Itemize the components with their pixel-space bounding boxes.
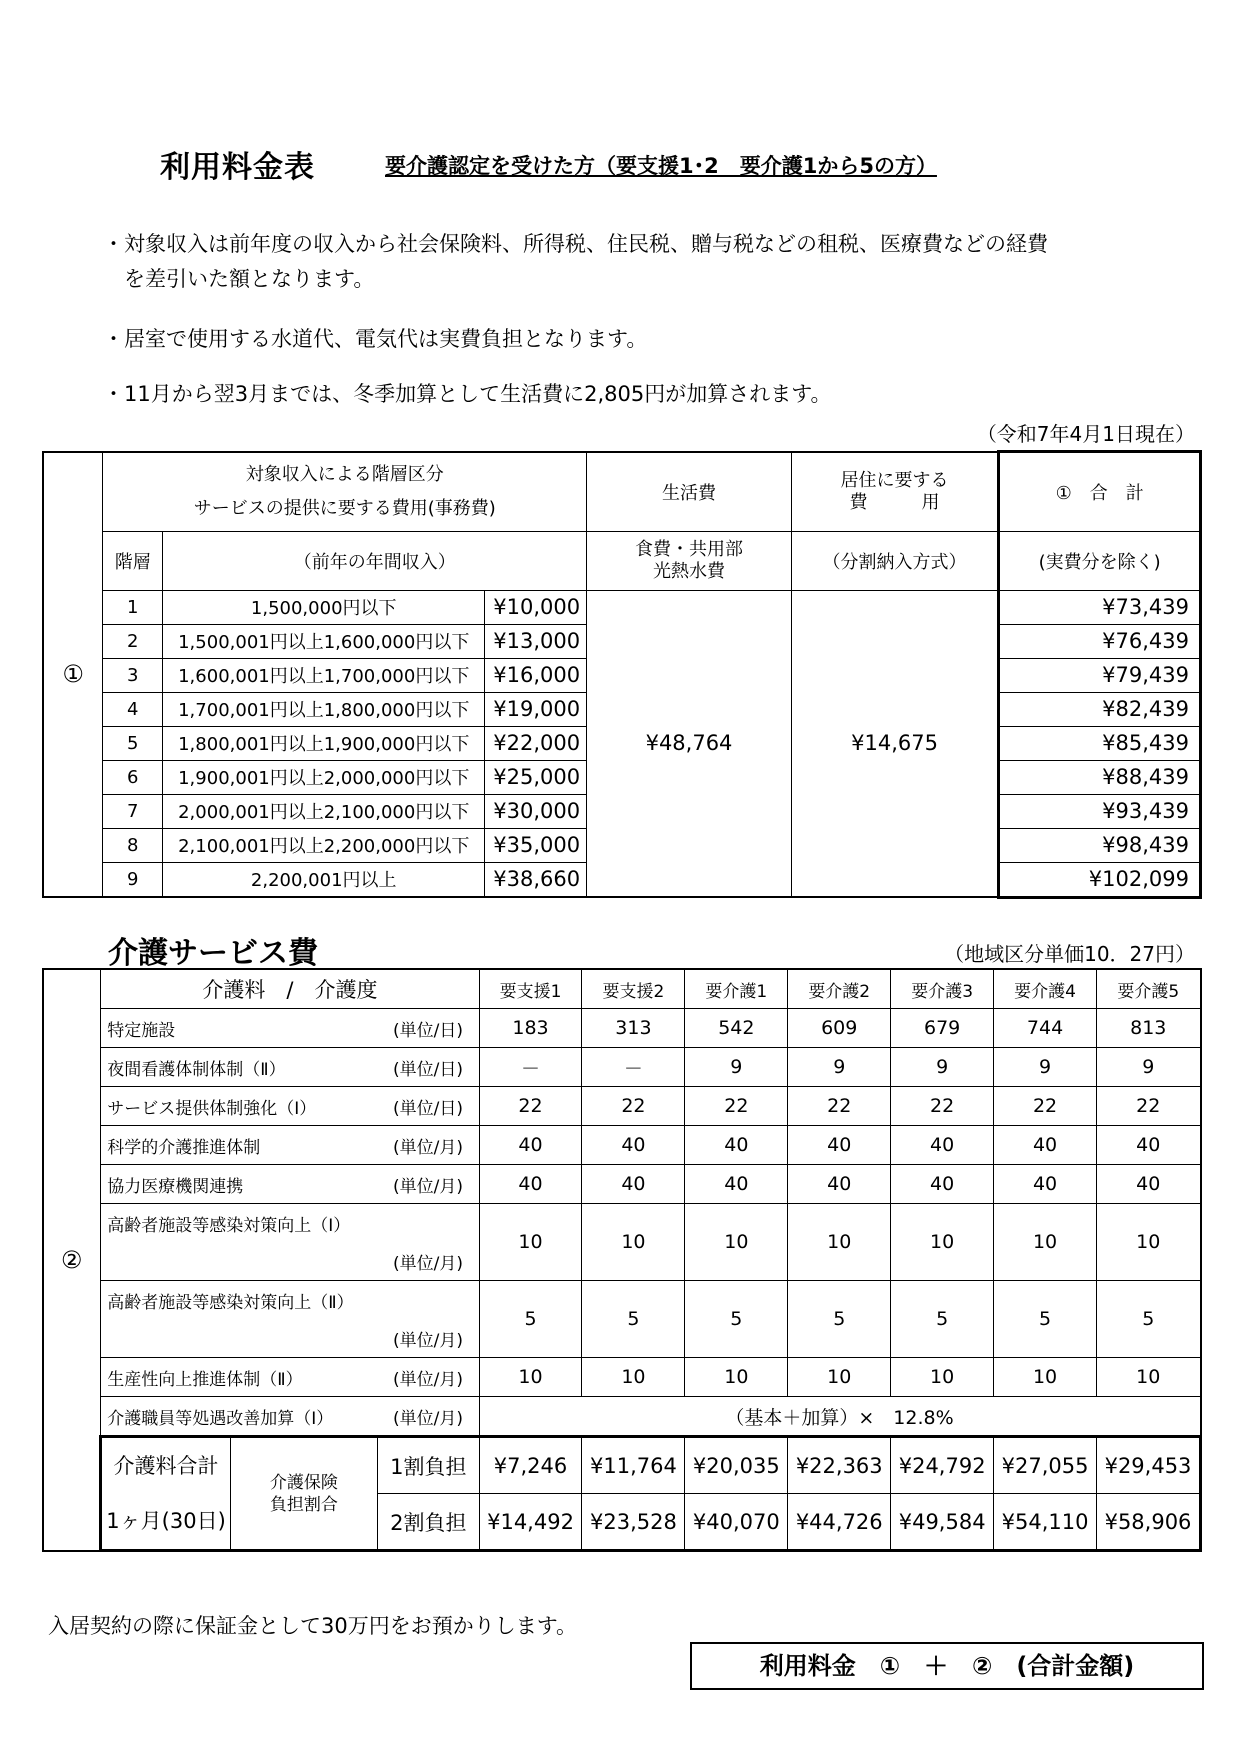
- value-cell: 40: [994, 1165, 1097, 1204]
- tier-cell: 7: [103, 794, 163, 828]
- value-cell: 10: [685, 1358, 788, 1397]
- total-cell: ¥76,439: [999, 624, 1201, 658]
- table-row: [43, 1126, 1201, 1165]
- level-header: 要支援2: [582, 969, 685, 1009]
- table-row: [43, 1087, 1201, 1126]
- item-name: 高齢者施設等感染対策向上（Ⅰ）: [101, 1204, 479, 1243]
- value-cell: 813: [1097, 1009, 1201, 1048]
- value-cell: 10: [788, 1204, 891, 1281]
- tier-cell: 2: [103, 624, 163, 658]
- care-total-label-line1: 介護料合計: [113, 1453, 219, 1478]
- value-cell: －: [582, 1048, 685, 1087]
- total-cell: ¥29,453: [1097, 1437, 1201, 1494]
- spacer-cell: [101, 1319, 378, 1358]
- note-2: ・居室で使用する水道代、電気代は実費負担となります。: [103, 327, 648, 351]
- deposit-note: 入居契約の際に保証金として30万円をお預かりします。: [48, 1614, 578, 1638]
- total-cell: ¥22,363: [788, 1437, 891, 1494]
- income-cell: 1,800,001円以上1,900,000円以下: [163, 726, 485, 760]
- value-cell: 40: [582, 1126, 685, 1165]
- section-2-title: 介護サービス費: [108, 936, 318, 971]
- fee-cell: ¥16,000: [485, 658, 587, 692]
- value-cell: 10: [994, 1358, 1097, 1397]
- level-header: 要介護1: [685, 969, 788, 1009]
- value-cell: 5: [582, 1281, 685, 1358]
- table-row: [43, 1204, 1201, 1243]
- fee-table: [42, 450, 1202, 899]
- value-cell: 10: [479, 1358, 582, 1397]
- tier-cell: 9: [103, 862, 163, 897]
- improvement-formula: （基本＋加算）× 12.8%: [479, 1397, 1200, 1437]
- value-cell: 10: [994, 1204, 1097, 1281]
- total-cell: ¥82,439: [999, 692, 1201, 726]
- level-header: 要介護3: [891, 969, 994, 1009]
- income-cell: 2,200,001円以上: [163, 862, 485, 897]
- page-title: 利用料金表: [160, 150, 315, 185]
- item-name: 生産性向上推進体制（Ⅱ）: [101, 1358, 378, 1397]
- value-cell: 10: [1097, 1358, 1201, 1397]
- item-unit: (単位/月): [378, 1126, 480, 1165]
- income-cell: 1,600,001円以上1,700,000円以下: [163, 658, 485, 692]
- header-living-sub-line1: 食費・共用部: [635, 538, 743, 560]
- header-income-category-line1: 対象収入による階層区分: [245, 463, 444, 485]
- value-cell: －: [479, 1048, 582, 1087]
- value-cell: 9: [685, 1048, 788, 1087]
- header-housing-line1: 居住に要する: [840, 469, 949, 491]
- value-cell: 40: [479, 1126, 582, 1165]
- table-row: [43, 1165, 1201, 1204]
- item-name: 高齢者施設等感染対策向上（Ⅱ）: [101, 1281, 479, 1320]
- fee-cell: ¥10,000: [485, 590, 587, 624]
- regional-unit-price: （地域区分単価10．27円）: [944, 942, 1195, 966]
- value-cell: 5: [788, 1281, 891, 1358]
- level-header: 要介護5: [1097, 969, 1201, 1009]
- care-service-table: [42, 968, 1202, 1552]
- value-cell: 5: [1097, 1281, 1201, 1358]
- burden-2-label: 2割負担: [378, 1494, 480, 1551]
- value-cell: 5: [891, 1281, 994, 1358]
- value-cell: 9: [994, 1048, 1097, 1087]
- value-cell: 10: [685, 1204, 788, 1281]
- value-cell: 22: [891, 1087, 994, 1126]
- item-unit: (単位/日): [378, 1009, 480, 1048]
- income-cell: 1,500,001円以上1,600,000円以下: [163, 624, 485, 658]
- header-housing-sub: （分割納入方式）: [791, 531, 999, 590]
- income-cell: 1,500,000円以下: [163, 590, 485, 624]
- value-cell: 10: [479, 1204, 582, 1281]
- section-1-mark: ①: [43, 452, 103, 898]
- value-cell: 40: [685, 1165, 788, 1204]
- value-cell: 22: [479, 1087, 582, 1126]
- total-cell: ¥27,055: [994, 1437, 1097, 1494]
- fee-cell: ¥25,000: [485, 760, 587, 794]
- value-cell: 40: [891, 1126, 994, 1165]
- table-row: [43, 1281, 1201, 1320]
- value-cell: 542: [685, 1009, 788, 1048]
- item-unit: (単位/月): [378, 1358, 480, 1397]
- care-total-label: [101, 1437, 230, 1551]
- burden-1-label: 1割負担: [378, 1437, 480, 1494]
- total-cell: ¥88,439: [999, 760, 1201, 794]
- total-cell: ¥93,439: [999, 794, 1201, 828]
- income-cell: 2,100,001円以上2,200,000円以下: [163, 828, 485, 862]
- header-housing-cost: [791, 452, 999, 532]
- fee-cell: ¥22,000: [485, 726, 587, 760]
- value-cell: 10: [582, 1204, 685, 1281]
- tier-cell: 4: [103, 692, 163, 726]
- total-cell: ¥24,792: [891, 1437, 994, 1494]
- tier-cell: 8: [103, 828, 163, 862]
- value-cell: 22: [788, 1087, 891, 1126]
- total-cell: ¥102,099: [999, 862, 1201, 897]
- total-cell: ¥58,906: [1097, 1494, 1201, 1551]
- item-name: 科学的介護推進体制: [101, 1126, 378, 1165]
- total-cell: ¥98,439: [999, 828, 1201, 862]
- value-cell: 40: [685, 1126, 788, 1165]
- fee-cell: ¥13,000: [485, 624, 587, 658]
- section-2-mark: ②: [43, 969, 101, 1551]
- item-unit: (単位/月): [378, 1242, 480, 1281]
- header-total: ① 合 計: [999, 452, 1201, 532]
- total-cell: ¥85,439: [999, 726, 1201, 760]
- header-annual-income: （前年の年間収入）: [163, 531, 587, 590]
- value-cell: 40: [582, 1165, 685, 1204]
- value-cell: 40: [1097, 1165, 1201, 1204]
- value-cell: 40: [479, 1165, 582, 1204]
- care-total-label-line2: 1ヶ月(30日): [106, 1508, 226, 1533]
- item-unit: (単位/日): [378, 1087, 480, 1126]
- total-cell: ¥23,528: [582, 1494, 685, 1551]
- item-name: サービス提供体制強化（Ⅰ）: [101, 1087, 378, 1126]
- total-cell: ¥79,439: [999, 658, 1201, 692]
- level-header: 要介護2: [788, 969, 891, 1009]
- note-1-cont: を差引いた額となります。: [103, 267, 375, 291]
- total-cell: ¥11,764: [582, 1437, 685, 1494]
- total-cell: ¥44,726: [788, 1494, 891, 1551]
- burden-ratio-line2: 負担割合: [269, 1494, 338, 1515]
- value-cell: 22: [582, 1087, 685, 1126]
- total-cell: ¥54,110: [994, 1494, 1097, 1551]
- value-cell: 9: [1097, 1048, 1201, 1087]
- header-housing-line2: 費 用: [849, 491, 940, 513]
- total-cell: ¥40,070: [685, 1494, 788, 1551]
- living-cost-value: ¥48,764: [587, 590, 792, 897]
- note-1: ・対象収入は前年度の収入から社会保険料、所得税、住民税、贈与税などの租税、医療費などの経費: [103, 232, 1048, 256]
- value-cell: 40: [994, 1126, 1097, 1165]
- tier-cell: 6: [103, 760, 163, 794]
- table-row: [43, 590, 1201, 624]
- tier-cell: 1: [103, 590, 163, 624]
- total-cell: ¥7,246: [479, 1437, 582, 1494]
- tier-cell: 3: [103, 658, 163, 692]
- value-cell: 22: [1097, 1087, 1201, 1126]
- value-cell: 10: [891, 1358, 994, 1397]
- value-cell: 9: [788, 1048, 891, 1087]
- total-cell: ¥14,492: [479, 1494, 582, 1551]
- value-cell: 609: [788, 1009, 891, 1048]
- item-unit: (単位/月): [378, 1397, 480, 1437]
- value-cell: 10: [1097, 1204, 1201, 1281]
- value-cell: 40: [788, 1126, 891, 1165]
- value-cell: 313: [582, 1009, 685, 1048]
- value-cell: 183: [479, 1009, 582, 1048]
- value-cell: 5: [994, 1281, 1097, 1358]
- value-cell: 10: [891, 1204, 994, 1281]
- level-header: 要介護4: [994, 969, 1097, 1009]
- value-cell: 10: [582, 1358, 685, 1397]
- item-name: 協力医療機関連携: [101, 1165, 378, 1204]
- item-name: 特定施設: [101, 1009, 378, 1048]
- total-formula-box: 利用料金 ① ＋ ② (合計金額): [690, 1642, 1204, 1690]
- value-cell: 40: [1097, 1126, 1201, 1165]
- income-cell: 1,900,001円以上2,000,000円以下: [163, 760, 485, 794]
- page-subtitle: 要介護認定を受けた方（要支援1･2 要介護1から5の方）: [385, 154, 937, 178]
- value-cell: 679: [891, 1009, 994, 1048]
- header-living-sub: [587, 531, 792, 590]
- table-row: [43, 1397, 1201, 1437]
- table-row: [43, 1358, 1201, 1397]
- income-cell: 1,700,001円以上1,800,000円以下: [163, 692, 485, 726]
- burden-ratio-line1: 介護保険: [269, 1472, 338, 1493]
- header-income-category: [103, 452, 587, 532]
- value-cell: 10: [788, 1358, 891, 1397]
- item-unit: (単位/月): [378, 1319, 480, 1358]
- header-total-sub: (実費分を除く): [999, 531, 1201, 590]
- fee-cell: ¥35,000: [485, 828, 587, 862]
- housing-cost-value: ¥14,675: [791, 590, 999, 897]
- value-cell: 40: [891, 1165, 994, 1204]
- value-cell: 22: [685, 1087, 788, 1126]
- header-tier: 階層: [103, 531, 163, 590]
- value-cell: 9: [891, 1048, 994, 1087]
- item-name: 介護職員等処遇改善加算（Ⅰ）: [101, 1397, 378, 1437]
- tier-cell: 5: [103, 726, 163, 760]
- header-care-level: 介護料 / 介護度: [101, 969, 479, 1009]
- burden-ratio-label: [230, 1437, 377, 1551]
- spacer-cell: [101, 1242, 378, 1281]
- fee-cell: ¥19,000: [485, 692, 587, 726]
- item-name: 夜間看護体制体制（Ⅱ）: [101, 1048, 378, 1087]
- income-cell: 2,000,001円以上2,100,000円以下: [163, 794, 485, 828]
- value-cell: 40: [788, 1165, 891, 1204]
- fee-cell: ¥30,000: [485, 794, 587, 828]
- fee-cell: ¥38,660: [485, 862, 587, 897]
- note-3: ・11月から翌3月までは、冬季加算として生活費に2,805円が加算されます。: [103, 382, 832, 406]
- item-unit: (単位/月): [378, 1165, 480, 1204]
- value-cell: 5: [685, 1281, 788, 1358]
- total-cell: ¥73,439: [999, 590, 1201, 624]
- total-cell: ¥49,584: [891, 1494, 994, 1551]
- table-row: [43, 1009, 1201, 1048]
- total-row-1: [43, 1437, 1201, 1494]
- level-header: 要支援1: [479, 969, 582, 1009]
- header-income-category-line2: サービスの提供に要する費用(事務費): [193, 497, 496, 519]
- as-of-date: （令和7年4月1日現在）: [976, 422, 1195, 446]
- table-row: [43, 1048, 1201, 1087]
- total-cell: ¥20,035: [685, 1437, 788, 1494]
- header-living-sub-line2: 光熱水費: [653, 560, 725, 582]
- value-cell: 744: [994, 1009, 1097, 1048]
- item-unit: (単位/日): [378, 1048, 480, 1087]
- value-cell: 22: [994, 1087, 1097, 1126]
- header-living-cost: 生活費: [587, 452, 792, 532]
- value-cell: 5: [479, 1281, 582, 1358]
